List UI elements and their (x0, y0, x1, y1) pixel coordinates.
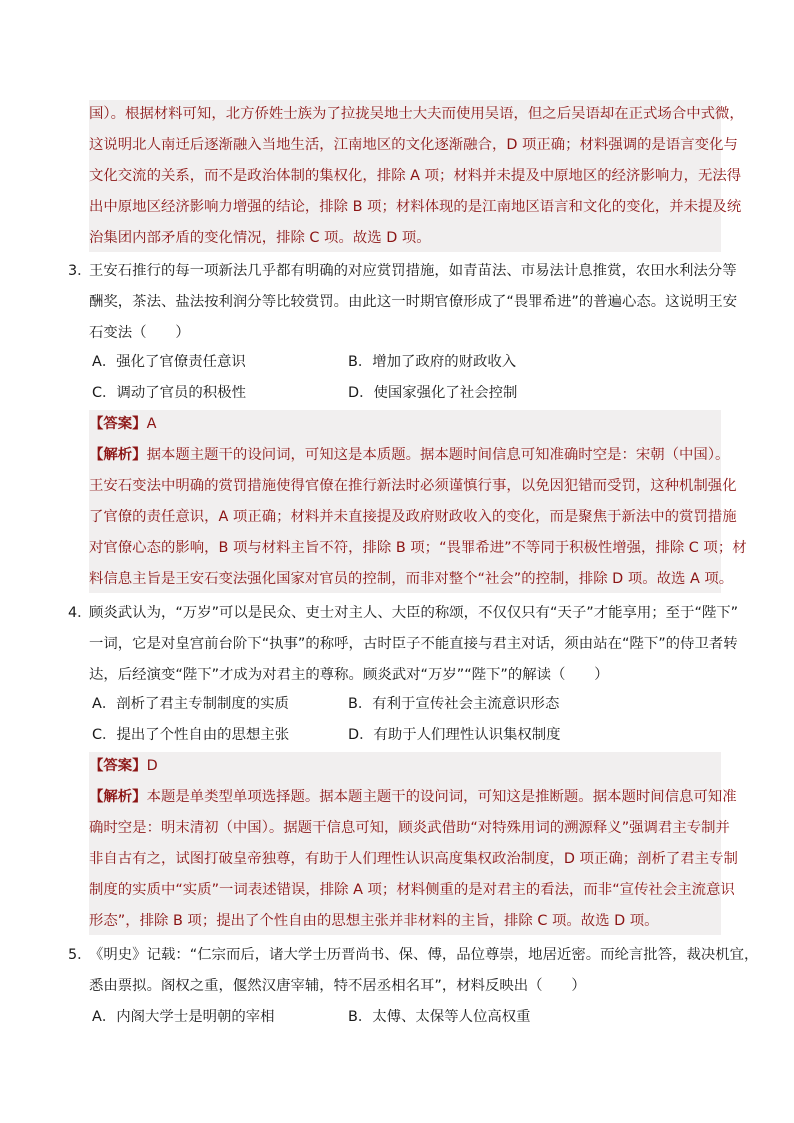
option-b: B．有利于宣传社会主流意识形态 (348, 696, 560, 712)
analysis-line: 料信息主旨是王安石变法强化国家对官员的控制，而非对整个“社会”的控制，排除 D 项。故选 A 项。 (89, 571, 734, 587)
answer-block (89, 752, 738, 935)
explanation-line: 文化交流的关系，而不是政治体制的集权化，排除 A 项；材料并未提及中原地区的经济影响力，无法得 (89, 168, 742, 184)
option-a: A．内阁大学士是明朝的宰相 (92, 1009, 275, 1025)
explanation-line: 这说明北人南迁后逐渐融入当地生活，江南地区的文化逐渐融合，D 项正确；材料强调的是语言变化与 (89, 137, 738, 153)
stem-line: 悉由票拟。阁权之重，偃然汉唐宰辅，特不居丞相名耳”，材料反映出（ ） (89, 978, 586, 994)
analysis-line: 本题是单类型单项选择题。据本题主题干的设问词，可知这是推断题。据本题时间信息可知准 (146, 789, 737, 805)
stem-line: 一词，它是对皇宫前台阶下“执事”的称呼，古时臣子不能直接与君主对话，须由站在“陛下”的侍卫者转 (89, 636, 738, 652)
option-c: C．调动了官员的积极性 (92, 385, 246, 401)
explanation-line: 国）。根据材料可知，北方侨姓士族为了拉拢吴地士大夫而使用吴语，但之后吴语却在正式场合中式微， (89, 106, 744, 122)
analysis-line: 形态”，排除 B 项；提出了个性自由的思想主张并非材料的主旨，排除 C 项。故选 D 项。 (89, 913, 659, 929)
option-a: A．剖析了君主专制制度的实质 (92, 696, 289, 712)
question-number: 4． (68, 605, 92, 621)
stem-line: 达，后经演变“陛下”才成为对君主的尊称。顾炎武对“万岁”“陛下”的解读（ ） (89, 667, 609, 683)
answer-value: A (146, 416, 157, 432)
analysis-tag: 【解析】 (89, 789, 147, 805)
answer-tag: 【答案】 (89, 758, 147, 774)
question-stem (89, 257, 738, 347)
answer-value: D (146, 758, 158, 774)
stem-line: 《明史》记载：“仁宗而后，诸大学士历晋尚书、保、傅，品位尊崇，地居近密。而纶言批答，裁决机宜， (89, 947, 759, 963)
analysis-line: 确时空是：明末清初（中国）。据题干信息可知，顾炎武借助“对特殊用词的溯源释义”强调君主专制并 (89, 820, 730, 836)
question-number: 5． (68, 947, 92, 963)
stem-line: 石变法（ ） (89, 325, 190, 341)
question-stem (89, 599, 739, 689)
stem-line: 顾炎武认为，“万岁”可以是民众、吏士对主人、大臣的称颂，不仅仅只有“天子”才能享用；至于“陛下” (89, 605, 739, 621)
option-d: D．有助于人们理性认识集权制度 (348, 727, 561, 743)
option-d: D．使国家强化了社会控制 (348, 385, 518, 401)
analysis-line: 了官僚的责任意识，A 项正确；材料并未直接提及政府财政收入的变化，而是聚焦于新法中的赏罚措施 (89, 509, 737, 525)
answer-tag: 【答案】 (89, 416, 147, 432)
stem-line: 酬奖，茶法、盐法按利润分等比较赏罚。由此这一时期官僚形成了“畏罪希进”的普遍心态。这说明王安 (89, 294, 738, 310)
stem-line: 王安石推行的每一项新法几乎都有明确的对应赏罚措施，如青苗法、市易法计息推赏，农田水利法分等 (89, 263, 737, 279)
analysis-line: 非自古有之，试图打破皇帝独尊，有助于人们理性认识高度集权政治制度，D 项正确；剖析了君主专制 (89, 851, 738, 867)
question-stem (89, 941, 759, 1000)
option-c: C．提出了个性自由的思想主张 (92, 727, 290, 743)
analysis-line: 对官僚心态的影响，B 项与材料主旨不符，排除 B 项；“畏罪希进”不等同于积极性增强，排除 C 项；材 (89, 540, 747, 556)
answer-block (89, 410, 747, 593)
explanation-line: 治集团内部矛盾的变化情况，排除 C 项。故选 D 项。 (89, 230, 431, 246)
explanation-line: 出中原地区经济影响力增强的结论，排除 B 项；材料体现的是江南地区语言和文化的变化，并未提及统 (89, 199, 742, 215)
analysis-line: 制度的实质中“实质”一词表述错误，排除 A 项；材料侧重的是对君主的看法，而非“宣传社会主流意识 (89, 882, 735, 898)
question-number: 3． (68, 263, 92, 279)
option-b: B．太傅、太保等人位高权重 (348, 1009, 531, 1025)
analysis-line: 据本题主题干的设问词，可知这是本质题。据本题时间信息可知准确时空是：宋朝（中国）。 (146, 447, 730, 463)
analysis-line: 王安石变法中明确的赏罚措施使得官僚在推行新法时必须谨慎行事，以免因犯错而受罚，这种机制强化 (89, 478, 737, 494)
analysis-tag: 【解析】 (89, 447, 147, 463)
intro-explanation (89, 100, 744, 252)
option-a: A．强化了官僚责任意识 (92, 354, 246, 370)
option-b: B．增加了政府的财政收入 (348, 354, 517, 370)
